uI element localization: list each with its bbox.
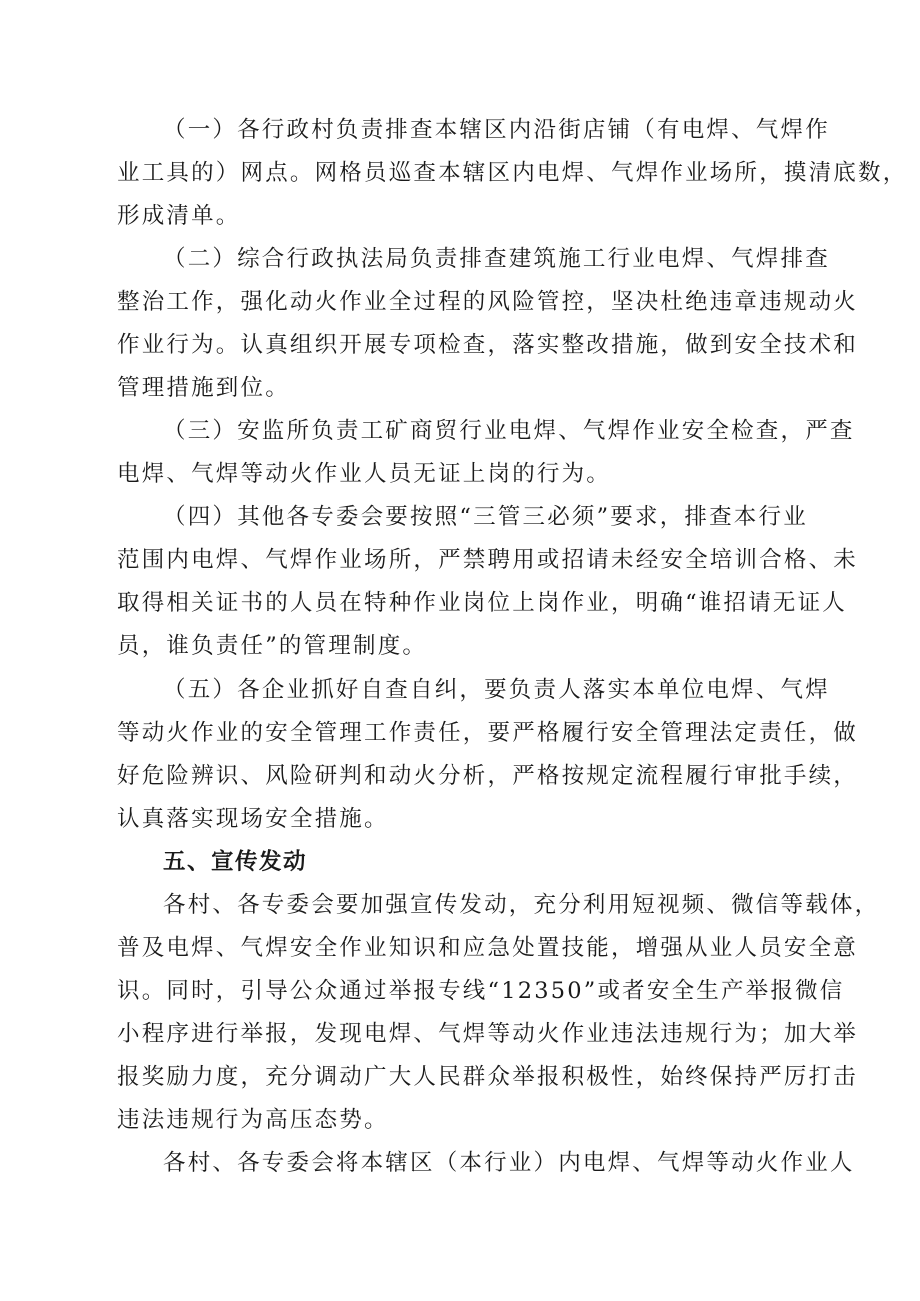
paragraph-1-line-1: （一）各行政村负责排查本辖区内沿街店铺（有电焊、气焊作	[163, 117, 830, 143]
paragraph-5-line-1: （五）各企业抓好自查自纠，要负责人落实本单位电焊、气焊	[163, 677, 830, 703]
paragraph-4-line-1: （四）其他各专委会要按照“三管三必须”要求，排查本行业	[163, 504, 808, 530]
paragraph-2-line-1: （二）综合行政执法局负责排查建筑施工行业电焊、气焊排查	[163, 246, 830, 272]
paragraph-6-line-6: 违法违规行为高压态势。	[117, 1107, 389, 1133]
paragraph-4-line-2: 范围内电焊、气焊作业场所，严禁聘用或招请未经安全培训合格、未	[117, 547, 859, 573]
paragraph-1-line-2: 业工具的）网点。网格员巡查本辖区内电焊、气焊作业场所，摸清底数，	[117, 160, 908, 186]
paragraph-7-line-1: 各村、各专委会将本辖区（本行业）内电焊、气焊等动火作业人	[163, 1150, 855, 1176]
paragraph-5-line-3: 好危险辨识、风险研判和动火分析，严格按规定流程履行审批手续，	[117, 763, 859, 789]
paragraph-6-line-5: 报奖励力度，充分调动广大人民群众举报积极性，始终保持严厉打击	[117, 1064, 859, 1090]
paragraph-4-line-4: 员，谁负责任”的管理制度。	[117, 633, 428, 659]
paragraph-2-line-2: 整治工作，强化动火作业全过程的风险管控，坚决杜绝违章违规动火	[117, 289, 859, 315]
section-heading: 五、宣传发动	[163, 849, 308, 875]
paragraph-6-line-1: 各村、各专委会要加强宣传发动，充分利用短视频、微信等载体，	[163, 892, 880, 918]
paragraph-6-line-3: 识。同时，引导公众通过举报专线“12350”或者安全生产举报微信	[117, 978, 845, 1004]
paragraph-2-line-4: 管理措施到位。	[117, 375, 290, 401]
paragraph-3-line-2: 电焊、气焊等动火作业人员无证上岗的行为。	[117, 461, 612, 487]
paragraph-5-line-2: 等动火作业的安全管理工作责任，要严格履行安全管理法定责任，做	[117, 720, 859, 746]
paragraph-2-line-3: 作业行为。认真组织开展专项检查，落实整改措施，做到安全技术和	[117, 332, 859, 358]
paragraph-6-line-2: 普及电焊、气焊安全作业知识和应急处置技能，增强从业人员安全意	[117, 935, 859, 961]
paragraph-4-line-3: 取得相关证书的人员在特种作业岗位上岗作业，明确“谁招请无证人	[117, 590, 848, 616]
paragraph-3-line-1: （三）安监所负责工矿商贸行业电焊、气焊作业安全检查，严查	[163, 418, 855, 444]
paragraph-6-line-4: 小程序进行举报，发现电焊、气焊等动火作业违法违规行为；加大举	[117, 1021, 859, 1047]
paragraph-5-line-4: 认真落实现场安全措施。	[117, 806, 389, 832]
paragraph-1-line-3: 形成清单。	[117, 203, 241, 229]
